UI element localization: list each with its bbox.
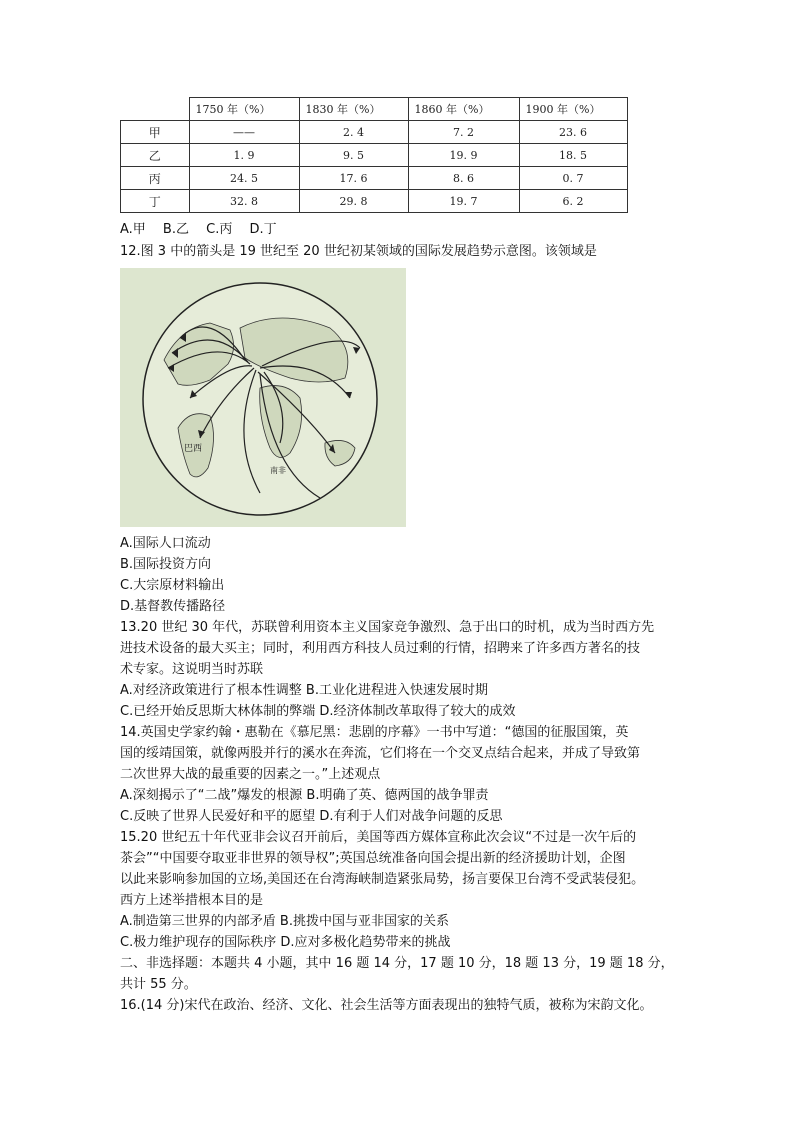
table-cell: 2. 4 xyxy=(299,121,408,144)
q12-option-a: A.国际人口流动 xyxy=(120,536,211,551)
row-label: 丁 xyxy=(121,190,190,213)
q15-stem-line: 以此来影响参加国的立场,美国还在台湾海峡制造紧张局势，扬言要保卫台湾不受武装侵犯。 xyxy=(120,872,645,887)
q14-stem-line: 14.英国史学家约翰・惠勒在《慕尼黑：悲剧的序幕》一书中写道：“德国的征服国策，英 xyxy=(120,725,629,740)
section-heading: 二、非选择题：本题共 4 小题，其中 16 题 14 分，17 题 10 分，18 题 13 分，19 题 18 分， xyxy=(120,956,674,971)
table-cell: 17. 6 xyxy=(299,167,408,190)
table-cell: 7. 2 xyxy=(408,121,519,144)
map-label: 南非 xyxy=(270,466,286,475)
world-map-arrows xyxy=(120,268,406,527)
table-cell: —— xyxy=(189,121,299,144)
table-row xyxy=(121,121,628,144)
q15-options-line: C.极力维护现存的国际秩序 D.应对多极化趋势带来的挑战 xyxy=(120,935,451,950)
table-header-cell: 1900 年（%） xyxy=(519,98,627,121)
table-header-row xyxy=(121,98,628,121)
q14-stem-line: 国的绥靖国策，就像两股并行的溪水在奔流，它们将在一个交叉点结合起来，并成了导致第 xyxy=(120,746,641,761)
table-cell: 0. 7 xyxy=(519,167,627,190)
q13-options-line: A.对经济政策进行了根本性调整 B.工业化进程进入快速发展时期 xyxy=(120,683,488,698)
q12-stem: 12.图 3 中的箭头是 19 世纪至 20 世纪初某领域的国际发展趋势示意图。该领域是 xyxy=(120,244,597,259)
q14-options-line: A.深刻揭示了“二战”爆发的根源 B.明确了英、德两国的战争罪责 xyxy=(120,788,489,803)
table-cell: 19. 7 xyxy=(408,190,519,213)
q15-stem-line: 西方上述举措根本目的是 xyxy=(120,893,264,908)
q12-option-d: D.基督教传播路径 xyxy=(120,599,226,614)
map-label: 巴西 xyxy=(184,444,203,454)
section-heading: 共计 55 分。 xyxy=(120,977,197,992)
table-cell: 18. 5 xyxy=(519,144,627,167)
world-map-figure xyxy=(120,268,406,527)
row-label: 丙 xyxy=(121,167,190,190)
q13-options-line: C.已经开始反思斯大林体制的弊端 D.经济体制改革取得了较大的成效 xyxy=(120,704,516,719)
table-header-cell: 1750 年（%） xyxy=(189,98,299,121)
q13-stem-line: 术专家。这说明当时苏联 xyxy=(120,662,264,677)
table-cell: 29. 8 xyxy=(299,190,408,213)
table-cell: 19. 9 xyxy=(408,144,519,167)
table-cell: 9. 5 xyxy=(299,144,408,167)
q13-stem-line: 13.20 世纪 30 年代，苏联曾利用资本主义国家竞争激烈、急于出口的时机，成为当时西方先 xyxy=(120,620,655,635)
q14-options-line: C.反映了世界人民爱好和平的愿望 D.有利于人们对战争问题的反思 xyxy=(120,809,503,824)
table-cell: 6. 2 xyxy=(519,190,627,213)
table-header-cell: 1830 年（%） xyxy=(299,98,408,121)
q11-options: A.甲 B.乙 C.丙 D.丁 xyxy=(120,222,277,237)
data-table xyxy=(120,97,628,213)
q12-option-c: C.大宗原材料输出 xyxy=(120,578,225,593)
table-cell: 8. 6 xyxy=(408,167,519,190)
table-cell: 1. 9 xyxy=(189,144,299,167)
q15-stem-line: 茶会”“中国要夺取亚非世界的领导权”;英国总统准备向国会提出新的经济援助计划，企图 xyxy=(120,851,626,866)
table-cell: 23. 6 xyxy=(519,121,627,144)
q13-stem-line: 进技术设备的最大买主；同时，利用西方科技人员过剩的行情，招聘来了许多西方著名的技 xyxy=(120,641,641,656)
table-cell: 24. 5 xyxy=(189,167,299,190)
table-row xyxy=(121,190,628,213)
row-label: 甲 xyxy=(121,121,190,144)
table-row xyxy=(121,144,628,167)
row-label: 乙 xyxy=(121,144,190,167)
table-header-cell xyxy=(121,98,190,121)
table-row xyxy=(121,167,628,190)
q15-options-line: A.制造第三世界的内部矛盾 B.挑拨中国与亚非国家的关系 xyxy=(120,914,449,929)
q16-stem: 16.(14 分)宋代在政治、经济、文化、社会生活等方面表现出的独特气质，被称为宋韵文化。 xyxy=(120,998,653,1013)
q12-option-b: B.国际投资方向 xyxy=(120,557,212,572)
q15-stem-line: 15.20 世纪五十年代亚非会议召开前后，美国等西方媒体宣称此次会议“不过是一次午后的 xyxy=(120,830,637,845)
table-cell: 32. 8 xyxy=(189,190,299,213)
table-header-cell: 1860 年（%） xyxy=(408,98,519,121)
q14-stem-line: 二次世界大战的最重要的因素之一。”上述观点 xyxy=(120,767,381,782)
